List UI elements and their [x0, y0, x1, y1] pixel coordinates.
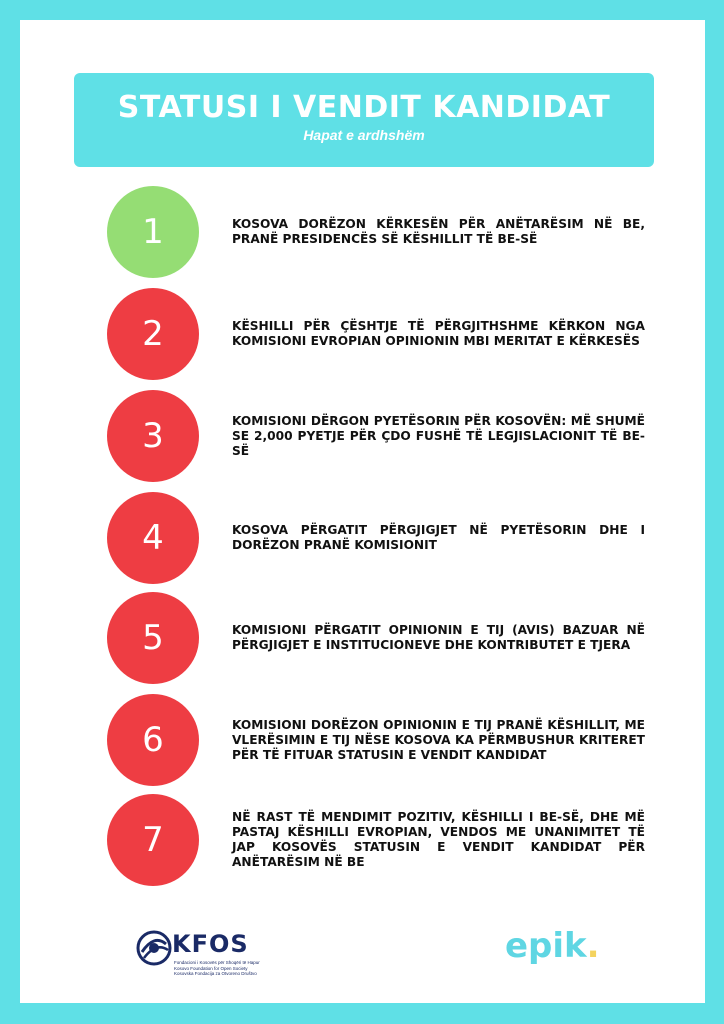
step-text [232, 592, 645, 684]
kfos-tagline-line: Fondacioni i Kosovës për Shoqëri të Hapur [174, 960, 260, 965]
step-number-circle: 3 [107, 390, 199, 482]
step-text [232, 186, 645, 278]
step-text-content: KOMISIONI DORËZON OPINIONIN E TIJ PRANË KËSHILLIT, ME VLERËSIMIN E TIJ NËSE KOSOVA KA PËRMBUSHUR KRITERET PËR TË FITUAR STATUSIN E VENDIT KANDIDAT [232, 717, 645, 762]
epik-dot: . [586, 926, 600, 966]
step-text [232, 492, 645, 584]
kfos-tagline [174, 960, 278, 977]
kfos-globe-icon [136, 930, 172, 966]
step-item [107, 492, 667, 584]
step-text [232, 794, 645, 886]
step-number-circle: 6 [107, 694, 199, 786]
step-text [232, 390, 645, 482]
step-number-circle: 4 [107, 492, 199, 584]
step-number-circle: 2 [107, 288, 199, 380]
step-item [107, 694, 667, 786]
header-banner [74, 73, 654, 167]
step-number-circle: 7 [107, 794, 199, 886]
step-item [107, 794, 667, 886]
step-item [107, 390, 667, 482]
step-text-content: KOSOVA PËRGATIT PËRGJIGJET NË PYETËSORIN DHE I DORËZON PRANË KOMISIONIT [232, 523, 645, 552]
kfos-tagline-line: Kosovo Foundation for Open Society [174, 965, 248, 971]
step-text-content: KOMISIONI PËRGATIT OPINIONIN E TIJ (AVIS) BAZUAR NË PËRGJIGJET E INSTITUCIONEVE DHE KONTRIBUTET E TJERA [232, 623, 645, 652]
page-title: STATUSI I VENDIT KANDIDAT [117, 90, 611, 125]
step-text [232, 694, 645, 786]
step-text-content: KOSOVA DORËZON KËRKESËN PËR ANËTARËSIM NË BE, PRANË PRESIDENCËS SË KËSHILLIT TË BE-SË [232, 217, 645, 246]
epik-name: epik [505, 926, 587, 966]
step-text-content: KOMISIONI DËRGON PYETËSORIN PËR KOSOVËN: MË SHUMË SE 2,000 PYETJE PËR ÇDO FUSHË TË LEGJISLACIONIT TË BE-SË [232, 413, 645, 458]
step-number-circle: 5 [107, 592, 199, 684]
step-number-circle: 1 [107, 186, 199, 278]
kfos-name: KFOS [172, 930, 249, 958]
step-item [107, 592, 667, 684]
step-text-content: NË RAST TË MENDIMIT POZITIV, KËSHILLI I BE-SË, DHE MË PASTAJ KËSHILLI EVROPIAN, VENDOS ME UNANIMITET TË JAP KOSOVËS STATUSIN E VENDIT KANDIDAT PËR ANËTARËSIM NË BE [232, 810, 645, 869]
epik-logo [505, 926, 600, 966]
step-text [232, 288, 645, 380]
kfos-tagline-line: Kosovska Fondacija za Otvoreno Društvo [174, 971, 257, 976]
kfos-logo [136, 930, 276, 980]
step-item [107, 288, 667, 380]
step-text-content: KËSHILLI PËR ÇËSHTJE TË PËRGJITHSHME KËRKON NGA KOMISIONI EVROPIAN OPINIONIN MBI MERITAT E KËRKESËS [232, 319, 645, 348]
page-subtitle: Hapat e ardhshëm [303, 127, 425, 143]
step-item [107, 186, 667, 278]
poster [20, 20, 705, 1003]
